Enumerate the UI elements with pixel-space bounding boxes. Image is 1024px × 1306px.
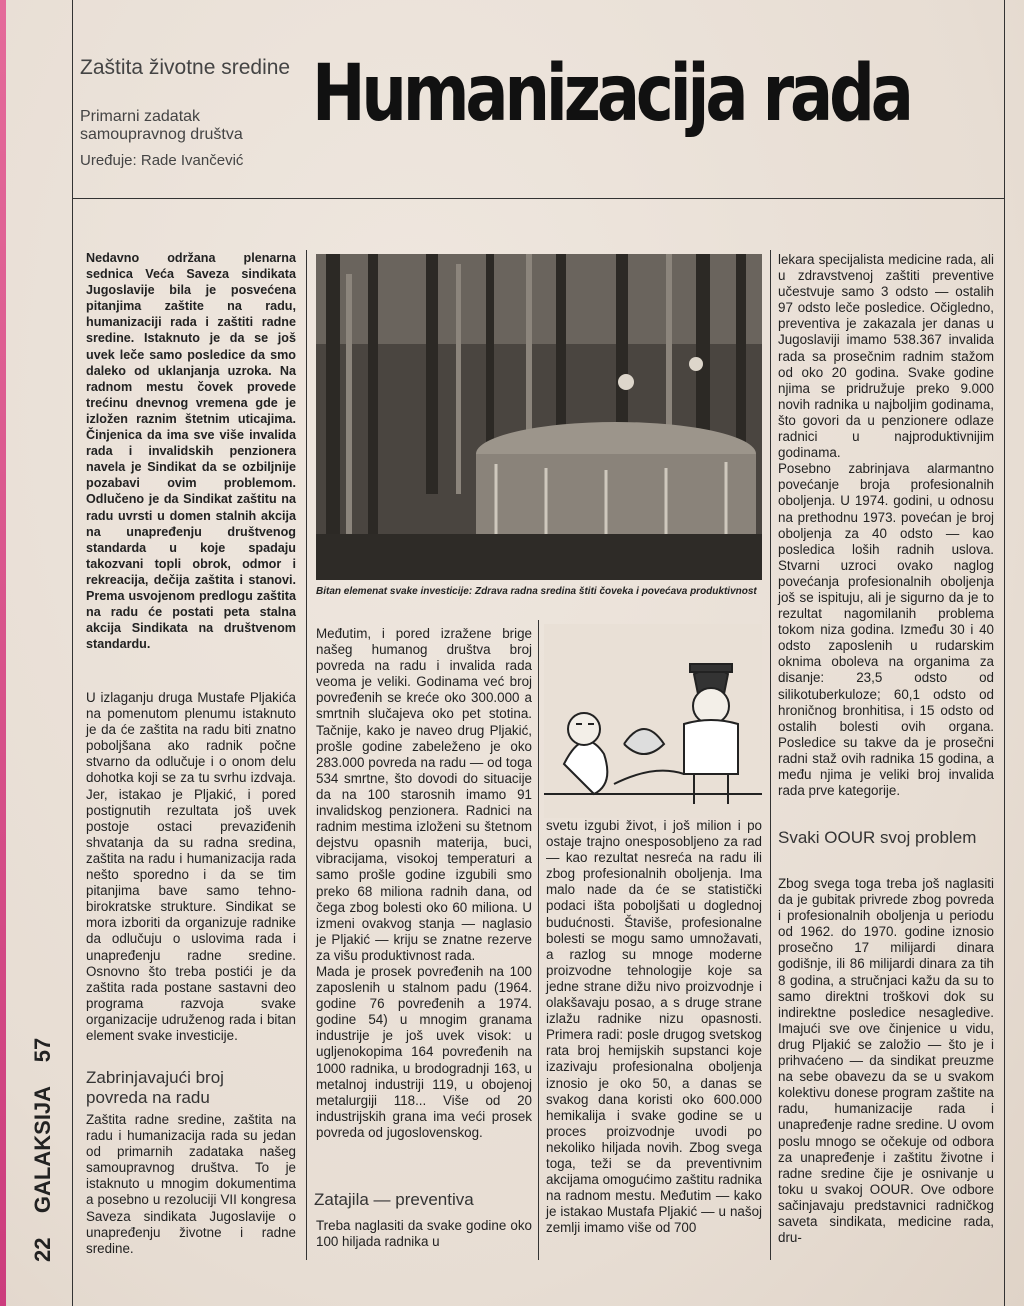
issue-number: 57 <box>30 1037 55 1063</box>
column2-body-2: Treba naglasiti da svake godine oko 100 hiljada radnika u <box>316 1218 532 1250</box>
column2-body: Međutim, i pored izražene brige našeg humanog društva broj povreda na radu i invalida rada veoma je veliki. Godinama već broj povređenih se kreće oko 300.000 a smrtnih slučajeva oko pet stotina. Tačnije, kako je naveo drug Pljakić, prošle godine zabeleženo je oko 283.000 povreda na radu — od toga 534 smrtne, što dovodi do situacije da na 100 starosnih imamo 91 invalidskog penzionera. Radnici na radnim mestima izloženi su štetnom dejstvu opasnih materija, buci, vibracijama, visokoj temperaturi a samo prošle godine izgubili smo preko 68 miliona radnih dana, od čega zbog bolesti oko 60 miliona. U izmeni ovakvog stanja — naglasio je Pljakić — kriju se znatne rezerve za višu produktivnost rada. Mada je prosek povređenih na 100 zaposlenih u stalnom padu (1964. godine 76 povređenih a 1974. godine 54) u mnogim granama industrije je još uvek visok: u ugljenokopima 164 povređenih na 1000 radnika, u brodogradnji 163, u metalnoj industriji 119, u obojenoj metalurgiji 118... Više od 20 industrijskih grana ima veći prosek povreda od jugoslovenskog. <box>316 626 532 1140</box>
column1-body-2: Zaštita radne sredine, zaštita na radu i humanizacija rada su jedan od primarnih zadataka našeg samoupravnog društva. To je istaknuto u mnogim dokumentima a posebno u rezoluciji VII kongresa Saveza sindikata Jugoslavije o unapređenju životne i radne sredine. <box>86 1112 296 1256</box>
magazine-name: GALAKSIJA <box>30 1086 55 1214</box>
column4-body-2: Zbog svega toga treba još naglasiti da je gubitak privrede zbog povreda i profesionalnih oboljenja u periodu od 1962. do 1970. godine iznosio prosečno 17 milijardi dinara godišnje, ili 86 milijardi dinara za tih 8 godina, a stručnjaci kažu da su to samo direktni troškovi dok su indirektne posledice nesagledive. Imajući sve ove činjenice u vidu, drug Pljakić se založio — što je i prihvaćeno — da sindikat preuzme na sebe obavezu da se u svakom kolektivu donese program zaštite na radu, humanizacije rada i unapređenje radne sredine. U ovom poslu mnogo se očekuje od odbora za unapređenje i zaštitu životne i radne sredine čije je osnivanje u toku u svakoj OOUR. Ove odbore sačinjavaju predstavnici radničkog saveta sindikata, medicine rada, dru- <box>778 876 994 1246</box>
header-rule <box>72 198 1004 199</box>
editor-credit: Uređuje: Rade Ivančević <box>80 152 244 169</box>
factory-photo <box>316 254 762 580</box>
column3-body: svetu izgubi život, i još milion i po ostaje trajno onesposobljeno za rad — kao rezultat nesreća na radu ili zbog profesionalnih oboljenja. Ima malo nade da će se statistički podaci išta poboljšati u doglednoj budućnosti. Štaviše, profesionalne bolesti se mogu samo umnožavati, a razlog su mnoge moderne proizvodne tehnologije koje sa jedne strane dižu nivo proizvodnje i olakšavaju posao, a s druge strane izlažu radnike nizu opasnosti. Primera radi: posle drugog svetskog rata broj hemijskih supstanci koje izazivaju profesionalna oboljenja iznosio je oko 50, a danas se svakog dana koristi oko 600.000 hemikalija i svake godine se u proces proizvodnje uvodi po nekoliko hiljada novih. Zbog svega toga, teži se da preventivnim akcijama omogućimo zaštitu radnika na radnom mestu. Međutim — kako je istakao Mustafa Pljakić — u našoj zemlji imamo više od 700 <box>546 818 762 1236</box>
left-margin-rule <box>72 0 73 1306</box>
cartoon-drawing <box>544 624 762 818</box>
cover-edge-strip <box>0 0 6 1306</box>
column4-body: lekara specijalista medicine rada, ali u zdravstvenoj zaštiti preventive učestvuje samo 3 odsto — ostalih 97 odsto leče posledice. Očigledno, preventiva je zakazala jer danas u Jugoslaviji imamo 538.367 invalida rada sa prosečnim radnim stažom od oko 20 godina. Svake godine njima se pridružuje preko 9.000 novih radnika u najboljim godinama, što govori da u penzionere odlaze radnici u najproduktivnijim godinama. Posebno zabrinjava alarmantno povećanje broja profesionalnih oboljenja. U 1974. godini, u odnosu na prethodnu 1973. povećan je broj oboljenja za 40 odsto — kao posledica loših radnih uslova. Stvarni uzroci ovako naglog povećanja profesionalnih oboljenja još se ispituju, ali je sigurno da je to rezultat nagomilanih problema tokom niza godina. Između 30 i 40 odsto zaposlenih u rudarskim oknima oboleva na organima za disanje: 23,5 odsto od silikotuberkuloze; 60,1 odsto od hroničnog bronhitisa, i 15 odsto od ostalih bolesti ovih organa. Posledice su takve da je prosečni radni staž ovih radnika 15 godina, a među njima je veliki broj invalida rada prve kategorije. <box>778 252 994 799</box>
section-subtitle: Primarni zadatak samoupravnog društva <box>80 108 243 143</box>
article-lead: Nedavno održana plenarna sednica Veća Saveza sindikata Jugoslavije bila je posvećena pitanjima zaštite na radu, humanizaciji rada i zaštiti radne sredine. Istaknuto je da se još uvek leče samo posledice da smo daleko od uklanjanja uzroka. Na radnom mestu čovek provede trećinu dnevnog vremena gde je izložen raznim štetnim uticajima. Činjenica da ima sve više invalida rada i invalidskih penzionera navela je Sindikat da se ozbiljnije pozabavi ovim problemom. Odlučeno je da Sindikat zaštitu na radu uvrsti u domen stalnih akcija na unapređenju društvenog standarda u koje spadaju takozvani topli obrok, odmor i rekreacija, dečija zaštita i stanovi. Prema usvojenom predlogu zaštita na radu će postati peta stalna akcija Sindikata na društvenom standardu. <box>86 251 296 652</box>
section-title: Zaštita životne sredine <box>80 56 291 79</box>
cartoon-illustration <box>544 624 762 818</box>
article-headline: Humanizacija rada <box>312 49 910 139</box>
spine-label <box>30 1038 56 1262</box>
page-number: 22 <box>30 1237 55 1262</box>
subhead-oour: Svaki OOUR svoj problem <box>778 828 977 847</box>
column1-body: U izlaganju druga Mustafe Pljakića na pomenutom plenumu istaknuto je da će zaštita na radu biti znatno poboljšana ako radnik počne stvarno da odlučuje i o onom delu dohotka koji se za tu svrhu izdvaja. Jer, istakao je Pljakić, i pored postignutih rezultata još uvek postoje ostaci prevaziđenih shvatanja da su radna sredina, zaštita na radu i humanizacija rada nešto sporedno i da se tim pitanjima bave samo tehno-birokratske strukture. Sindikat se mora izboriti da organizuje radnike da odlučuju o uslovima rada i unapređenju radne sredine. Osnovno što treba postići je da zaštita rada postane sastavni deo programa razvoja svake organizacije udruženog rada i bitan element svake investicije. <box>86 690 296 1043</box>
subhead-preventiva: Zatajila — preventiva <box>314 1190 474 1209</box>
photo-caption: Bitan elemenat svake investicije: Zdrava radna sredina štiti čoveka i povećava produktivnost <box>316 586 757 597</box>
column-rule-3 <box>770 250 771 1260</box>
subhead-povrede: Zabrinjavajući broj povreda na radu <box>86 1068 224 1107</box>
column-rule-2 <box>538 620 539 1260</box>
column-rule-1 <box>306 250 307 1260</box>
factory-photo-illustration <box>316 254 762 580</box>
right-margin-rule <box>1004 0 1005 1306</box>
